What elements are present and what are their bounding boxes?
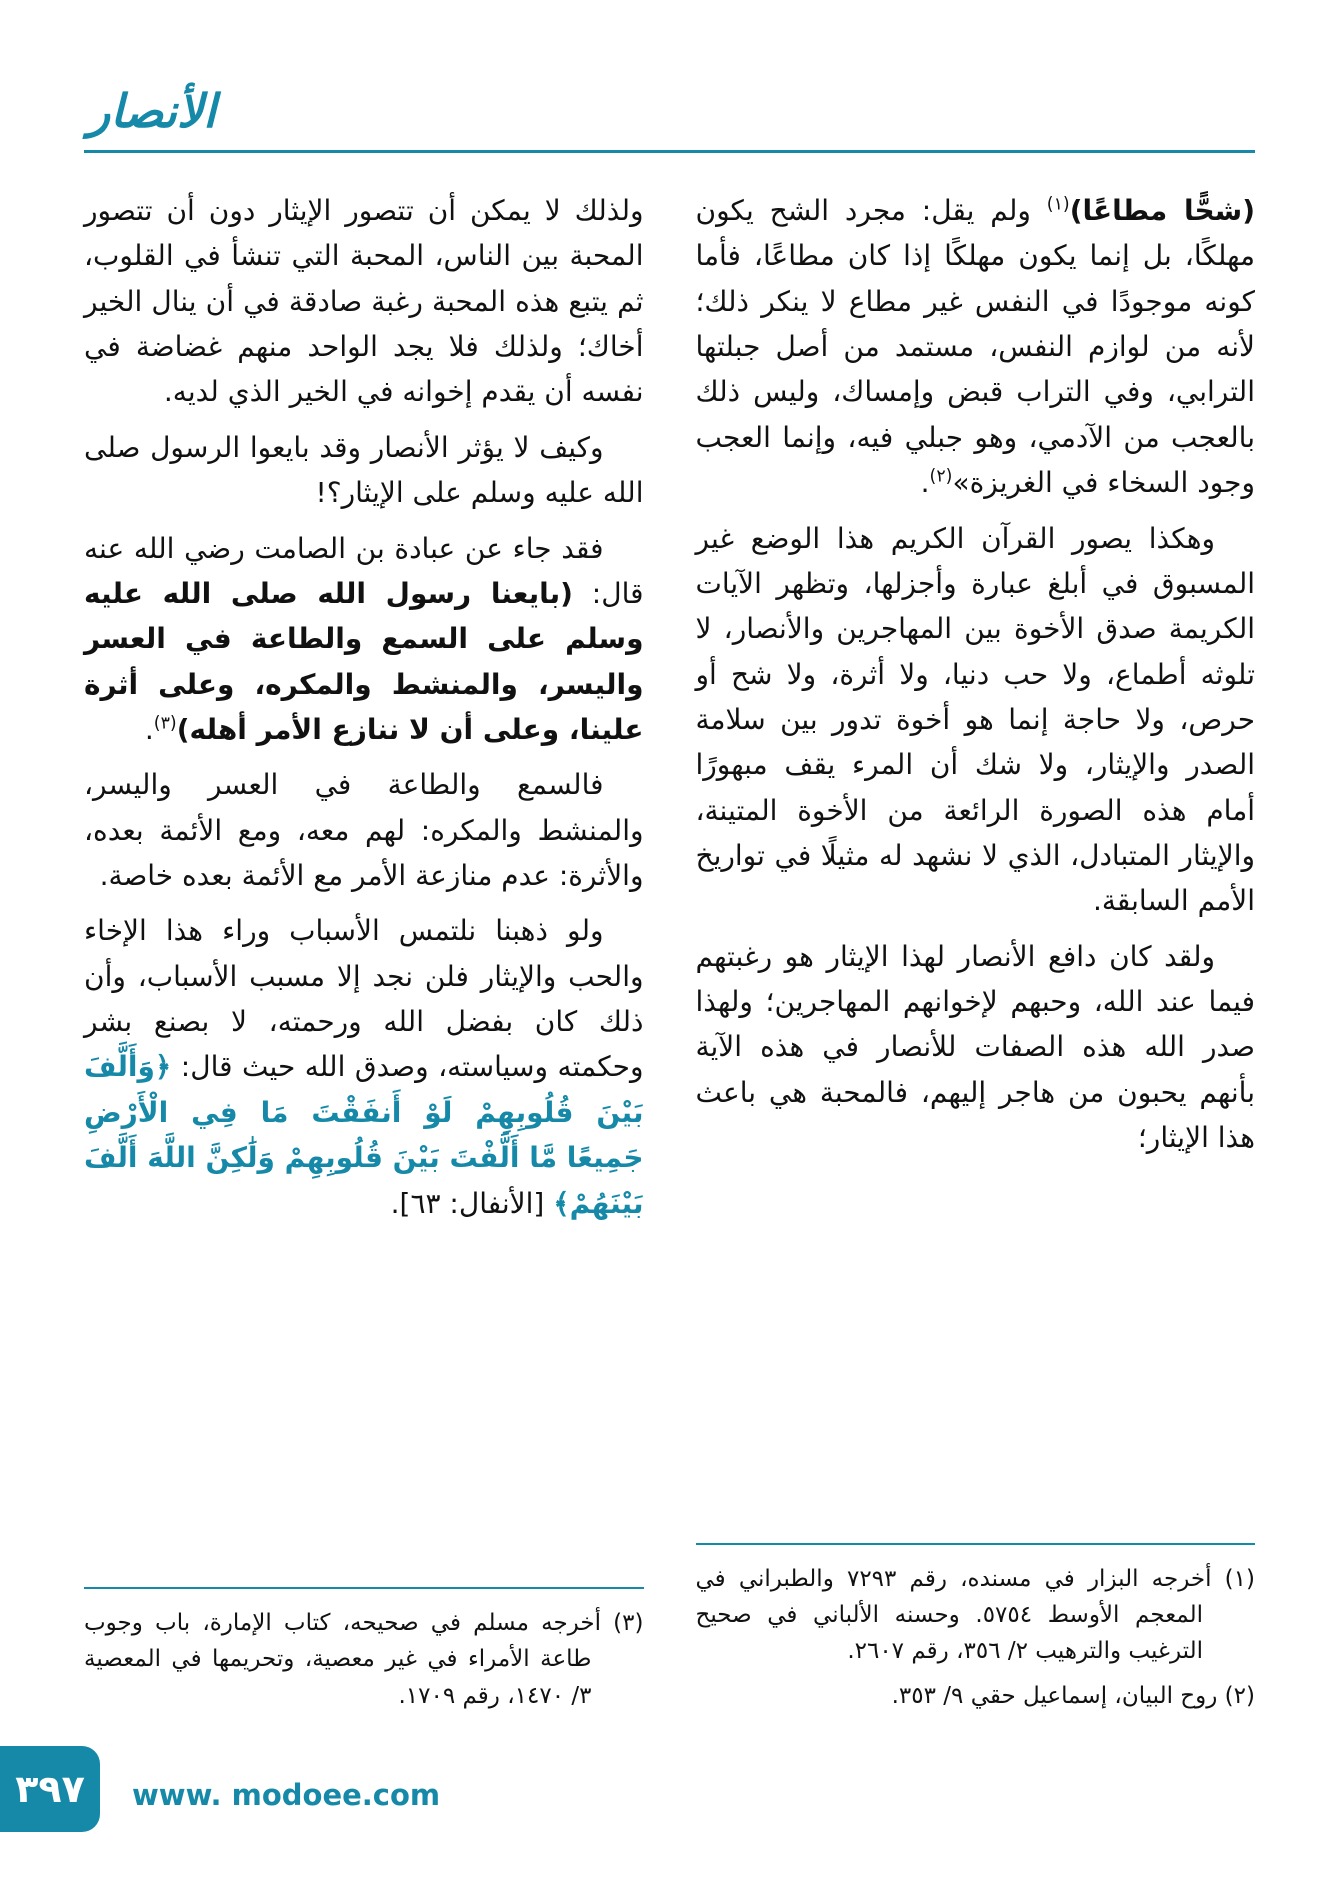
paragraph-text: ولو ذهبنا نلتمس الأسباب وراء هذا الإخاء والحب والإيثار فلن نجد إلا مسبب الأسباب، وأن ذلك كان بفضل الله ورحمته، لا بصنع بشر وحكمته وسياسته، وصدق الله حيث قال:: [84, 914, 644, 1084]
verse-citation: [الأنفال: ٦٣].: [390, 1186, 554, 1220]
quoted-phrase: (شحًّا مطاعًا): [1069, 194, 1255, 227]
paragraph: وهكذا يصور القرآن الكريم هذا الوضع غير المسبوق في أبلغ عبارة وأجزلها، وتظهر الآيات الكريمة صدق الأخوة بين المهاجرين والأنصار، لا تلوثه أطماع، ولا حب دنيا، ولا أثرة، ولا شح أو حرص، ولا حاجة إنما هو أخوة تدور بين سلامة الصدر والإيثار، ولا شك أن المرء يقف مبهورًا أمام هذه الصورة الرائعة من الأخوة المتينة، والإيثار المتبادل، الذي لا نشهد له مثيلًا في تواريخ الأمم السابقة.: [695, 521, 1255, 918]
paragraph-text: .: [920, 466, 930, 500]
paragraph: [84, 908, 644, 1226]
page-header-title: الأنصار: [88, 84, 216, 138]
footnote-divider: [696, 1543, 1256, 1545]
paragraph: فالسمع والطاعة في العسر واليسر، والمنشط والمكره: لهم معه، ومع الأئمة بعده، والأثرة: عدم منازعة الأمر مع الأئمة بعده خاصة.: [84, 768, 644, 893]
footnote-divider: [84, 1587, 644, 1589]
footnote: (١) أخرجه البزار في مسنده، رقم ٧٢٩٣ والطبراني في المعجم الأوسط ٥٧٥٤. وحسنه الألباني في صحيح الترغيب والترهيب ٢/ ٣٥٦، رقم ٢٦٠٧.: [695, 1565, 1255, 1665]
page-number-badge: [0, 1746, 100, 1832]
paragraph: وكيف لا يؤثر الأنصار وقد بايعوا الرسول صلى الله عليه وسلم على الإيثار؟!: [84, 430, 644, 510]
paragraph-text: ولم يقل: مجرد الشح يكون مهلكًا، بل إنما يكون مهلكًا إذا كان مطاعًا، فأما كونه موجودًا في النفس غير مطاع لا ينكر ذلك؛ لأنه من لوازم النفس، مستمد من أصل جبلتها الترابي، وفي التراب قبض وإمساك، وليس ذلك بالعجب من الآدمي، وهو جبلي فيه، وإنما العجب وجود السخاء في الغريزة»: [695, 194, 1255, 500]
website-url: www. modoee.com: [132, 1778, 441, 1812]
footnote-marker: (١): [1046, 194, 1070, 215]
footnote: (٣) أخرجه مسلم في صحيحه، كتاب الإمارة، باب وجوب طاعة الأمراء في غير معصية، وتحريمها في المعصية ٣/ ١٤٧٠، رقم ١٧٠٩.: [84, 1610, 644, 1709]
paragraph: [696, 188, 1256, 506]
paragraph-text: .: [144, 712, 154, 746]
footnote-marker: (٣): [153, 713, 177, 734]
paragraph: ولقد كان دافع الأنصار لهذا الإيثار هو رغبتهم فيما عند الله، وحبهم لإخوانهم المهاجرين؛ ولهذا صدر الله هذه الصفات للأنصار في هذه الآية بأنهم يحبون من هاجر إليهم، فالمحبة هي باعث هذا الإيثار؛: [695, 939, 1255, 1155]
footnotes-right: [696, 1543, 1256, 1722]
paragraph-text: فقد جاء عن عبادة بن الصامت رضي الله عنه قال:: [84, 531, 644, 610]
header-divider: [84, 150, 1255, 153]
quran-verse: ﴿وَأَلَّفَ بَيْنَ قُلُوبِهِمْ لَوْ أَنفَقْتَ مَا فِي الْأَرْضِ جَمِيعًا مَّا أَلَّفْتَ بَيْنَ قُلُوبِهِمْ وَلَٰكِنَّ اللَّهَ أَلَّفَ بَيْنَهُمْ﴾: [84, 1050, 644, 1220]
footnote: (٢) روح البيان، إسماعيل حقي ٩/ ٣٥٣.: [891, 1682, 1255, 1709]
footnotes-left: [84, 1587, 644, 1722]
column-left: [84, 188, 644, 1722]
column-right: [696, 188, 1256, 1722]
paragraph: [84, 526, 644, 753]
page-number: ٣٩٧: [15, 1767, 85, 1811]
hadith-quote: (بايعنا رسول الله صلى الله عليه وسلم على السمع والطاعة في العسر واليسر، والمنشط والمكره، وعلى أثرة علينا، وعلى أن لا ننازع الأمر أهله): [84, 576, 644, 746]
page-content: [84, 188, 1255, 1722]
paragraph: ولذلك لا يمكن أن تتصور الإيثار دون أن تتصور المحبة بين الناس، المحبة التي تنشأ في القلوب، ثم يتبع هذه المحبة رغبة صادقة في أن ينال الخير أخاك؛ ولذلك فلا يجد الواحد منهم غضاضة في نفسه أن يقدم إخوانه في الخير الذي لديه.: [84, 194, 644, 409]
footnote-marker: (٢): [929, 466, 953, 487]
